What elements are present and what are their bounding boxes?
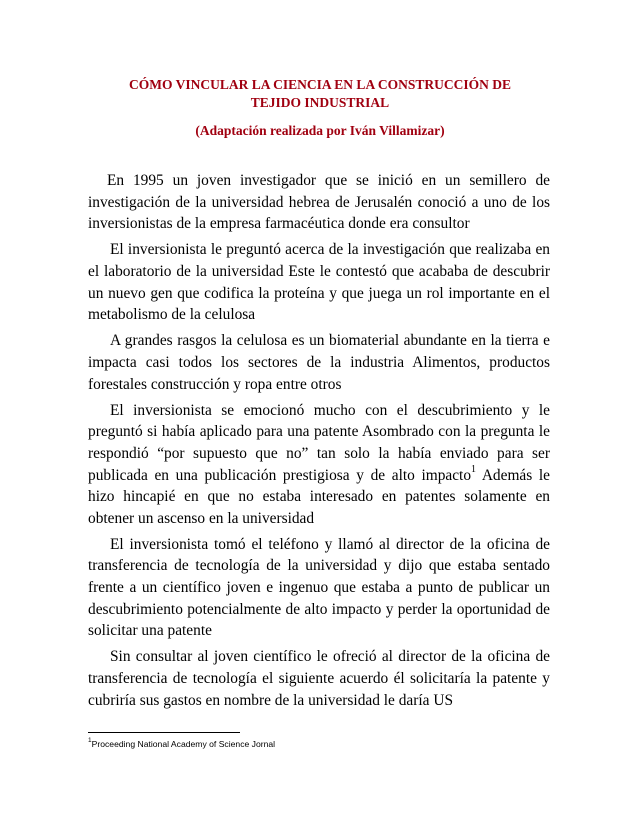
- document-title-line-2: TEJIDO INDUSTRIAL: [250, 95, 390, 110]
- document-subtitle: (Adaptación realizada por Iván Villamizar): [195, 123, 445, 138]
- footnote-text: Proceeding National Academy of Science Jornal: [91, 739, 276, 749]
- footnote-reference[interactable]: 1: [471, 464, 477, 476]
- document-body: [88, 170, 550, 716]
- document-title-line-1: CÓMO VINCULAR LA CIENCIA EN LA CONSTRUCCIÓN DE: [129, 77, 511, 92]
- paragraph-4-text-b: Además le hizo hincapié en que no estaba interesado en patentes solamente en obtener un ascenso en la universidad: [88, 466, 550, 527]
- paragraph-6: Sin consultar al joven científico le ofreció al director de la oficina de transferencia de tecnología el siguiente acuerdo él solicitaría la patente y cubriría sus gastos en nombre de la universidad le daría US: [88, 648, 550, 709]
- footnote-divider: [88, 732, 240, 733]
- paragraph-5: El inversionista tomó el teléfono y llamó al director de la oficina de transferencia de tecnología de la universidad y dijo que estaba sentado frente a un científico joven e ingenuo que estaba a punto de publicar un descubrimiento potencialmente de alto impacto y perder la oportunidad de solicitar una patente: [88, 535, 550, 640]
- paragraph-3: A grandes rasgos la celulosa es un biomaterial abundante en la tierra e impacta casi todos los sectores de la industria Alimentos, productos forestales construcción y ropa entre otros: [88, 332, 550, 393]
- paragraph-4-text-a: El inversionista se emocionó mucho con el descubrimiento y le preguntó si había aplicado para una patente Asombrado con la pregunta le respondió “por supuesto que no” tan solo la había enviado para ser publicada en una publicación prestigiosa y de alto impacto: [88, 401, 550, 484]
- paragraph-1: En 1995 un joven investigador que se inició en un semillero de investigación de la universidad hebrea de Jerusalén conoció a uno de los inversionistas de la empresa farmacéutica donde era consultor: [88, 172, 550, 233]
- footnote-number: 1: [88, 737, 92, 745]
- paragraph-2: El inversionista le preguntó acerca de la investigación que realizaba en el laboratorio de la universidad Este le contestó que acababa de descubrir un nuevo gen que codifica la proteína y que juega un rol importante en el metabolismo de la celulosa: [88, 241, 550, 324]
- footnote: [88, 739, 275, 749]
- paragraph-4: [88, 400, 550, 530]
